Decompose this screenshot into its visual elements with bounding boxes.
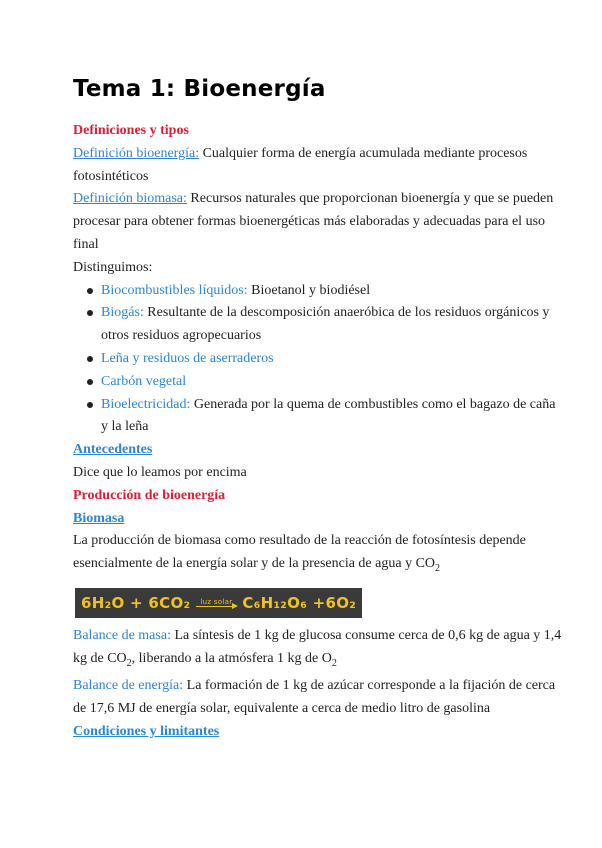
definicion-bioenergia-text: Cualquier forma de energía acumulada mediante procesos fotosintéticos bbox=[73, 145, 528, 184]
definicion-bioenergia bbox=[73, 143, 562, 189]
subheading-biomasa[interactable]: Biomasa bbox=[73, 510, 125, 526]
list-item bbox=[101, 394, 562, 440]
list-item-text: Bioetanol y biodiésel bbox=[251, 282, 371, 298]
list-item-term: Biocombustibles líquidos: bbox=[101, 282, 248, 298]
balance-energia-term: Balance de energía: bbox=[73, 678, 184, 694]
list-item bbox=[101, 348, 562, 371]
definicion-biomasa-text: Recursos naturales que proporcionan bioenergía y que se pueden procesar para obtener formas bioenergéticas más elaboradas y adecuadas para el uso final bbox=[73, 191, 554, 252]
biomasa-text-main: La producción de biomasa como resultado de la reacción de fotosíntesis depende esencialmente de la energía solar y de la presencia de agua y CO bbox=[73, 533, 526, 572]
list-item bbox=[101, 280, 562, 303]
section-heading-definiciones: Definiciones y tipos bbox=[73, 123, 189, 138]
definicion-bioenergia-term: Definición bioenergía: bbox=[73, 145, 200, 161]
antecedentes-text: Dice que lo leamos por encima bbox=[73, 464, 247, 480]
definicion-biomasa-term: Definición biomasa: bbox=[73, 191, 187, 207]
definicion-biomasa bbox=[73, 188, 562, 256]
balance-energia bbox=[73, 675, 562, 721]
balance-masa-term: Balance de masa: bbox=[73, 627, 171, 643]
formula-arrow bbox=[196, 598, 236, 608]
tipos-list bbox=[73, 280, 562, 440]
formula-products: C₆H₁₂O₆ +6O₂ bbox=[242, 593, 357, 612]
list-item-term: Bioelectricidad: bbox=[101, 396, 191, 412]
balance-energia-text: La formación de 1 kg de azúcar corresponde a la fijación de cerca de 17,6 MJ de energía solar, equivalente a cerca de medio litro de gasolina bbox=[73, 678, 556, 716]
list-item-term: Carbón vegetal bbox=[101, 373, 187, 389]
balance-masa bbox=[73, 625, 562, 675]
list-item-term: Biogás: bbox=[101, 305, 144, 321]
balance-masa-text-a: La síntesis de 1 kg de glucosa consume cerca de 0,6 kg de agua y 1,4 kg de CO bbox=[73, 627, 562, 666]
formula-reactants: 6H₂O + 6CO₂ bbox=[81, 593, 191, 612]
list-item bbox=[101, 371, 562, 394]
photosynthesis-formula-image bbox=[75, 588, 362, 618]
subheading-condiciones[interactable]: Condiciones y limitantes bbox=[73, 723, 220, 739]
section-heading-antecedentes[interactable]: Antecedentes bbox=[73, 442, 153, 458]
list-item-text: Generada por la quema de combustibles como el bagazo de caña y la leña bbox=[101, 396, 556, 435]
arrow-right-icon bbox=[196, 606, 236, 607]
balance-masa-sub-a: 2 bbox=[126, 657, 132, 669]
list-item-text: Resultante de la descomposición anaeróbica de los residuos orgánicos y otros residuos agropecuarios bbox=[101, 305, 550, 344]
formula-arrow-label: luz solar bbox=[200, 597, 233, 606]
page-title: Tema 1: Bioenergía bbox=[73, 76, 326, 102]
biomasa-text-sub: 2 bbox=[435, 562, 441, 574]
list-item-term: Leña y residuos de aserraderos bbox=[101, 350, 274, 366]
section-heading-produccion: Producción de bioenergía bbox=[73, 487, 226, 503]
list-item bbox=[101, 302, 562, 348]
balance-masa-sub-b: 2 bbox=[331, 657, 337, 669]
distinguimos-label: Distinguimos: bbox=[73, 259, 153, 275]
balance-masa-text-b: , liberando a la atmósfera 1 kg de O bbox=[131, 650, 332, 666]
biomasa-text bbox=[73, 530, 562, 580]
